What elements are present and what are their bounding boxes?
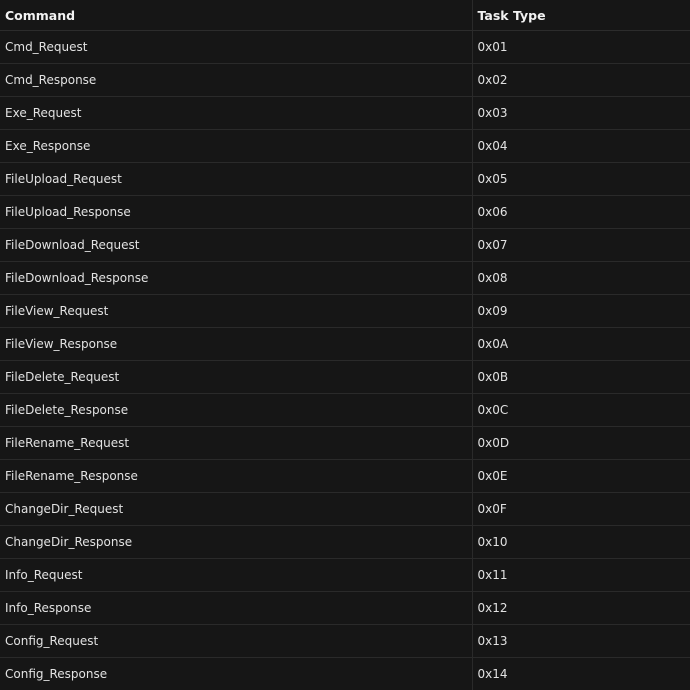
table-row bbox=[0, 493, 690, 526]
table-row bbox=[0, 229, 690, 262]
command-cell: Cmd_Response bbox=[0, 64, 472, 97]
task-type-cell: 0x0B bbox=[472, 361, 690, 394]
header-row bbox=[0, 0, 690, 31]
table-row bbox=[0, 526, 690, 559]
task-type-cell: 0x02 bbox=[472, 64, 690, 97]
task-type-cell: 0x08 bbox=[472, 262, 690, 295]
task-type-cell: 0x10 bbox=[472, 526, 690, 559]
task-type-cell: 0x09 bbox=[472, 295, 690, 328]
table-row bbox=[0, 361, 690, 394]
task-type-cell: 0x01 bbox=[472, 31, 690, 64]
header-command: Command bbox=[0, 0, 472, 31]
command-cell: FileDelete_Response bbox=[0, 394, 472, 427]
task-type-cell: 0x0E bbox=[472, 460, 690, 493]
task-type-cell: 0x14 bbox=[472, 658, 690, 690]
table-row bbox=[0, 295, 690, 328]
command-cell: Info_Request bbox=[0, 559, 472, 592]
task-type-cell: 0x07 bbox=[472, 229, 690, 262]
table-row bbox=[0, 196, 690, 229]
task-type-cell: 0x04 bbox=[472, 130, 690, 163]
task-type-cell: 0x0F bbox=[472, 493, 690, 526]
task-type-cell: 0x0D bbox=[472, 427, 690, 460]
table-header bbox=[0, 0, 690, 31]
table-row bbox=[0, 163, 690, 196]
table-row bbox=[0, 625, 690, 658]
table-row bbox=[0, 328, 690, 361]
command-cell: FileUpload_Response bbox=[0, 196, 472, 229]
command-cell: FileView_Request bbox=[0, 295, 472, 328]
table-body bbox=[0, 31, 690, 690]
command-cell: Exe_Response bbox=[0, 130, 472, 163]
command-cell: ChangeDir_Response bbox=[0, 526, 472, 559]
command-cell: Cmd_Request bbox=[0, 31, 472, 64]
table-row bbox=[0, 31, 690, 64]
table-row bbox=[0, 130, 690, 163]
table-row bbox=[0, 97, 690, 130]
task-type-cell: 0x05 bbox=[472, 163, 690, 196]
table-row bbox=[0, 394, 690, 427]
command-cell: Info_Response bbox=[0, 592, 472, 625]
table-row bbox=[0, 592, 690, 625]
command-cell: FileView_Response bbox=[0, 328, 472, 361]
command-cell: Config_Request bbox=[0, 625, 472, 658]
task-type-cell: 0x03 bbox=[472, 97, 690, 130]
command-cell: ChangeDir_Request bbox=[0, 493, 472, 526]
command-cell: Config_Response bbox=[0, 658, 472, 690]
table-row bbox=[0, 559, 690, 592]
task-type-cell: 0x11 bbox=[472, 559, 690, 592]
table-row bbox=[0, 427, 690, 460]
table-row bbox=[0, 658, 690, 690]
command-cell: Exe_Request bbox=[0, 97, 472, 130]
command-cell: FileRename_Request bbox=[0, 427, 472, 460]
table-row bbox=[0, 460, 690, 493]
command-cell: FileUpload_Request bbox=[0, 163, 472, 196]
table-row bbox=[0, 262, 690, 295]
task-type-cell: 0x0C bbox=[472, 394, 690, 427]
command-cell: FileDownload_Request bbox=[0, 229, 472, 262]
command-cell: FileDelete_Request bbox=[0, 361, 472, 394]
task-type-cell: 0x13 bbox=[472, 625, 690, 658]
table-row bbox=[0, 64, 690, 97]
command-cell: FileRename_Response bbox=[0, 460, 472, 493]
header-task-type: Task Type bbox=[472, 0, 690, 31]
task-type-cell: 0x0A bbox=[472, 328, 690, 361]
task-type-cell: 0x12 bbox=[472, 592, 690, 625]
task-type-cell: 0x06 bbox=[472, 196, 690, 229]
command-cell: FileDownload_Response bbox=[0, 262, 472, 295]
